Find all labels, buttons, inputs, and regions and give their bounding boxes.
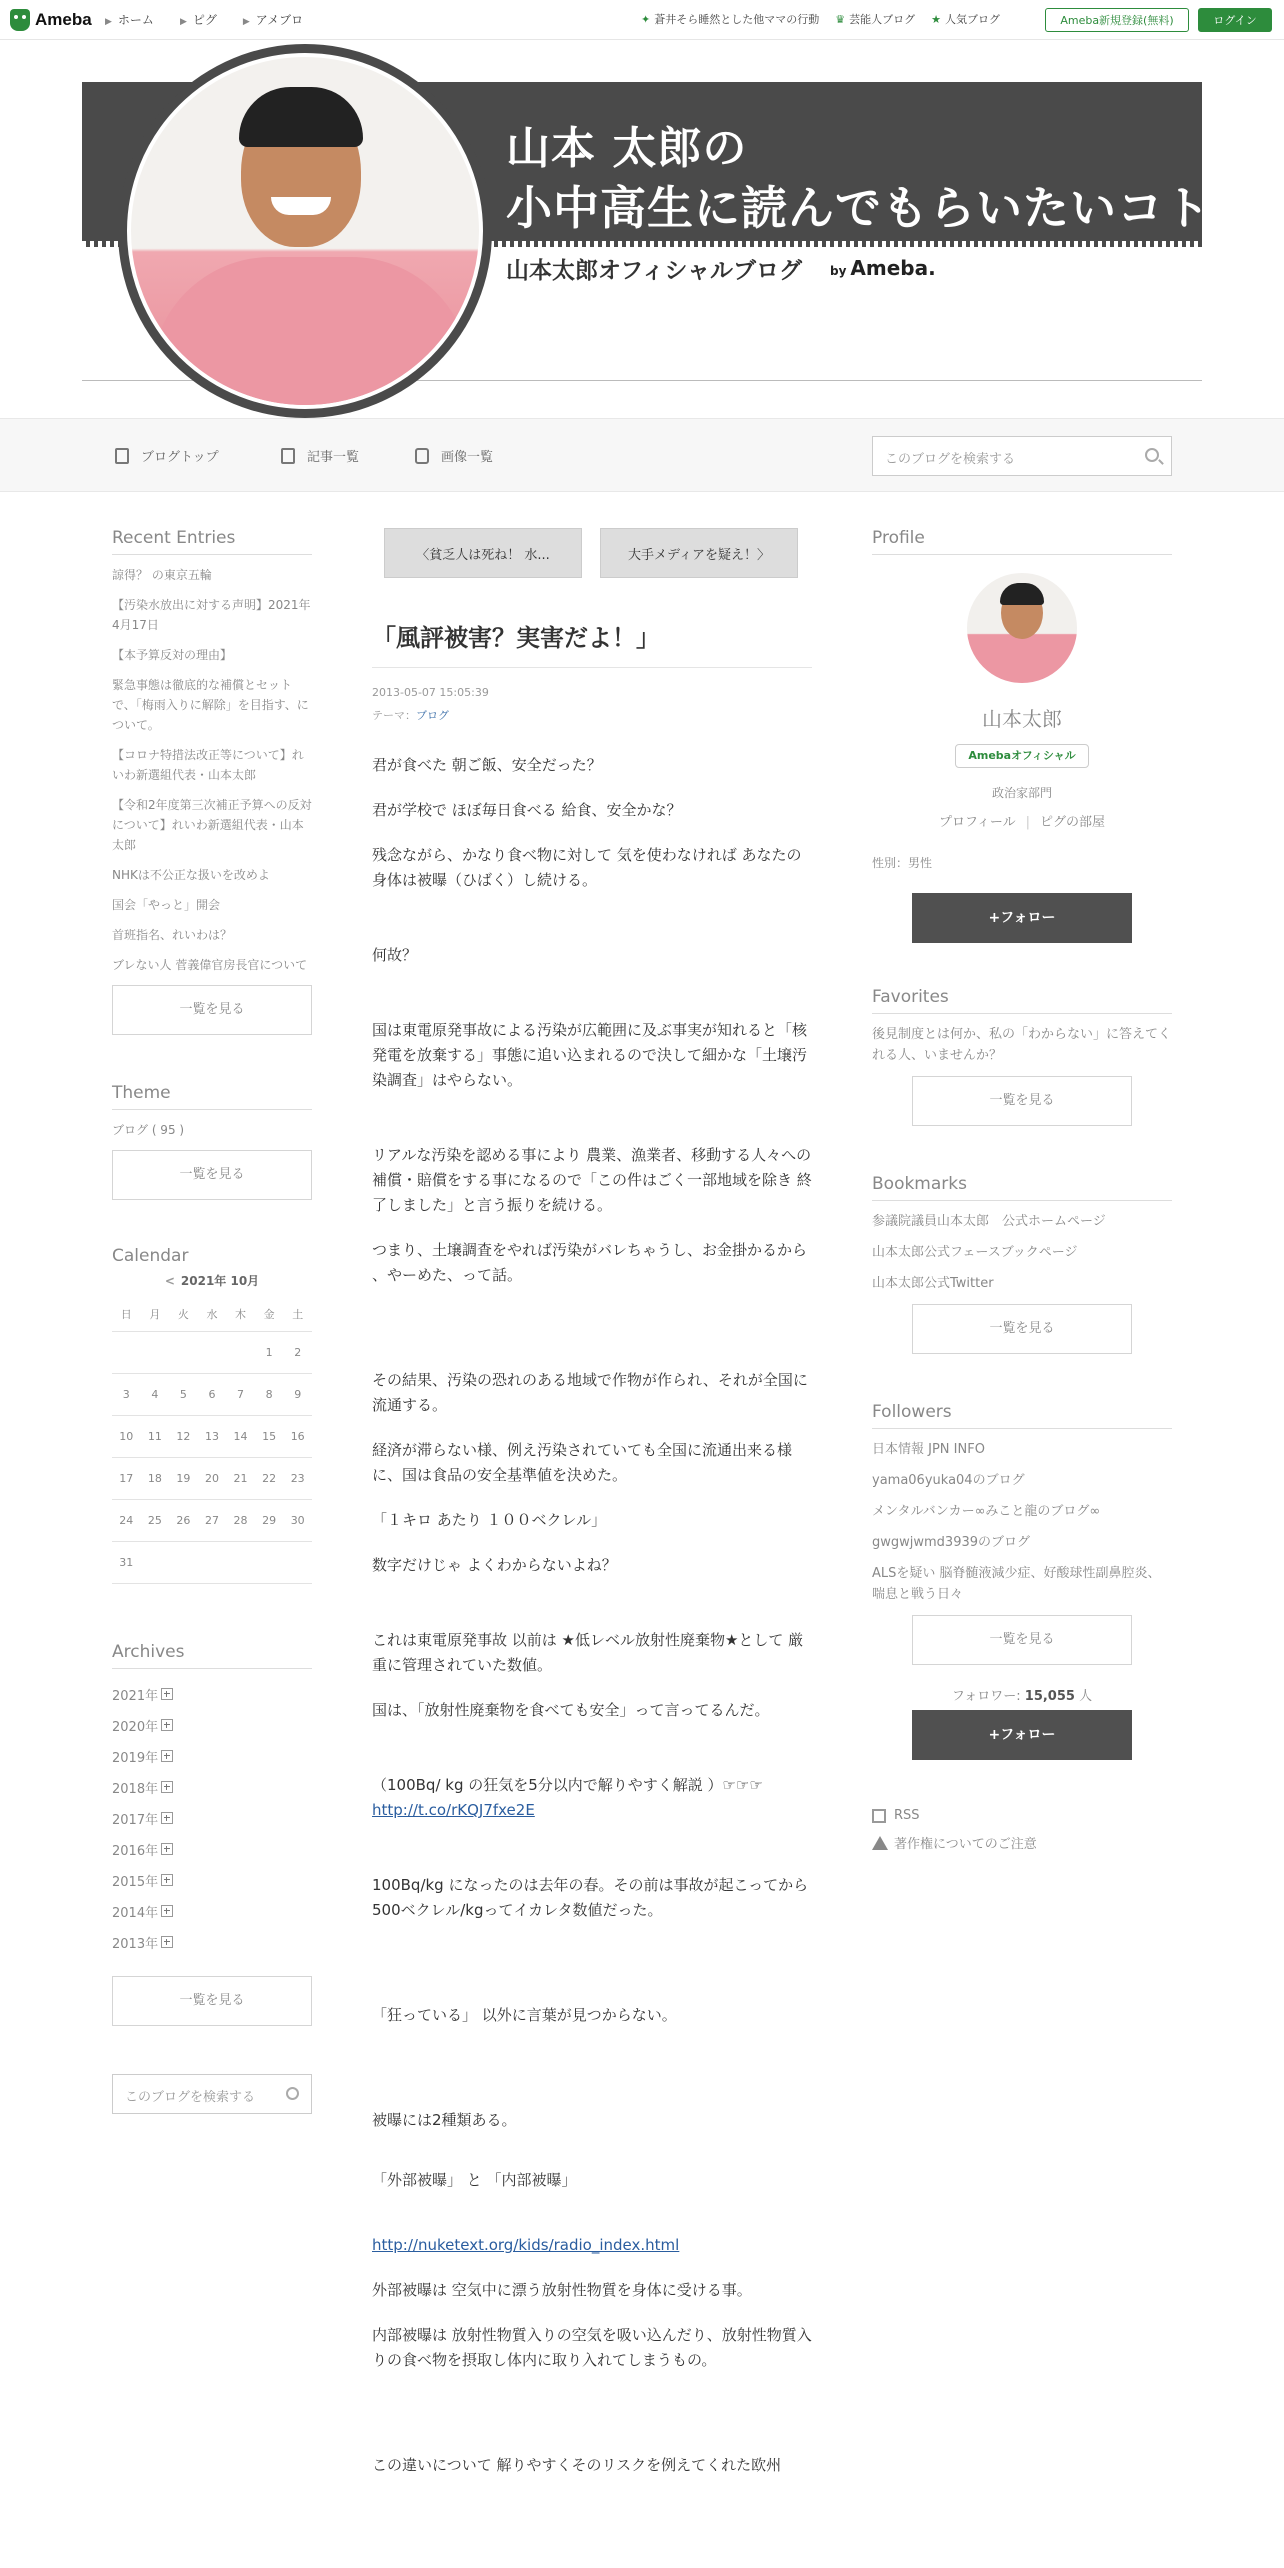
article-paragraph: 100Bq/kg になったのは去年の春。その前は事故が起こってから 500ベクレル/kgってイカレタ数値だった。 bbox=[372, 1876, 809, 1919]
recent-entry[interactable]: 【令和2年度第三次補正予算への反対について】れいわ新選組代表・山本太郎 bbox=[112, 798, 312, 852]
tab-image-list[interactable]: 画像一覧 bbox=[415, 446, 493, 465]
article-paragraph: 「外部被曝」 と 「内部被曝」 bbox=[372, 2171, 577, 2189]
calendar-day: 10 bbox=[112, 1415, 141, 1457]
archive-year-label: 2019年 bbox=[112, 1750, 159, 1766]
profile-name[interactable]: 山本太郎 bbox=[982, 707, 1062, 731]
article-pager bbox=[384, 528, 798, 578]
calendar-day: 1 bbox=[255, 1331, 284, 1373]
calendar-day bbox=[255, 1541, 284, 1583]
profile-links: プロフィール | ピグの部屋 bbox=[938, 815, 1106, 830]
calendar-week bbox=[112, 1415, 312, 1457]
pigg-room-link[interactable]: ピグの部屋 bbox=[1040, 815, 1106, 830]
calendar-week bbox=[112, 1457, 312, 1499]
top-nav bbox=[105, 11, 303, 28]
calendar-day: 12 bbox=[169, 1415, 198, 1457]
archive-year[interactable] bbox=[112, 1803, 312, 1834]
article-paragraph: 君が学校で ほぼ毎日食べる 給食、安全かな？ bbox=[372, 801, 682, 819]
article-paragraph: 外部被曝は 空気中に漂う放射性物質を身体に受ける事。 bbox=[372, 2281, 752, 2299]
follower-item[interactable]: yama06yuka04のブログ bbox=[872, 1473, 1025, 1488]
calendar-day bbox=[283, 1541, 312, 1583]
article-paragraph: 数字だけじゃ よくわからないよね？ bbox=[372, 1556, 617, 1574]
follower-item[interactable]: 日本情報 JPN INFO bbox=[872, 1442, 985, 1457]
profile-link[interactable]: プロフィール bbox=[938, 815, 1016, 830]
left-sidebar bbox=[112, 528, 312, 2114]
archive-year[interactable] bbox=[112, 1927, 312, 1958]
calendar-day: 6 bbox=[198, 1373, 227, 1415]
theme-title: Theme bbox=[112, 1083, 312, 1110]
bookmark-item[interactable]: 山本太郎公式フェースブックページ bbox=[872, 1245, 1078, 1260]
arrow-icon: ▶ bbox=[242, 17, 250, 27]
tab-entry-list[interactable]: 記事一覧 bbox=[281, 446, 359, 465]
recent-entry[interactable]: 首班指名、れいわは？ bbox=[112, 928, 233, 942]
archives-list bbox=[112, 1679, 312, 1958]
blog-subnav bbox=[0, 418, 1284, 492]
article-paragraph: 被曝には2種類ある。 bbox=[372, 2111, 517, 2129]
archives-title: Archives bbox=[112, 1642, 312, 1669]
recent-entry[interactable]: 緊急事態は徹底的な補償とセットで、「梅雨入りに解除」を目指す、について。 bbox=[112, 678, 309, 732]
recent-entry[interactable]: ブレない人 菅義偉官房長官について bbox=[112, 958, 308, 972]
calendar-day: 13 bbox=[198, 1415, 227, 1457]
header-avatar bbox=[118, 44, 492, 418]
article-paragraph: リアルな汚染を認める事により 農業、漁業者、移動する人々への 補償・賠償をする事になるので「この件はごく一部地域を除き 終了しました」と言う振りを続ける。 bbox=[372, 1146, 812, 1214]
calendar-day bbox=[169, 1541, 198, 1583]
recent-entry[interactable]: 【汚染水放出に対する声明】2021年4月17日 bbox=[112, 598, 311, 632]
archive-year-label: 2017年 bbox=[112, 1812, 159, 1828]
calendar-day: 21 bbox=[226, 1457, 255, 1499]
followers-list bbox=[872, 1439, 1172, 1605]
article-paragraph: 内部被曝は 放射性物質入りの空気を吸い込んだり、放射性物質入りの食べ物を摂取し体内に取り入れてしまうもの。 bbox=[372, 2326, 812, 2369]
calendar-day: 23 bbox=[283, 1457, 312, 1499]
by-ameba: by Ameba. bbox=[830, 256, 936, 280]
weekday-label: 火 bbox=[169, 1297, 198, 1331]
archive-year-label: 2013年 bbox=[112, 1936, 159, 1952]
article-paragraph: 君が食べた 朝ご飯、安全だった？ bbox=[372, 756, 602, 774]
calendar-day: 28 bbox=[226, 1499, 255, 1541]
calendar-day: 18 bbox=[141, 1457, 170, 1499]
rss-link[interactable]: RSS bbox=[872, 1808, 1172, 1823]
calendar-week bbox=[112, 1373, 312, 1415]
blog-search-input[interactable]: このブログを検索する bbox=[872, 436, 1172, 476]
calendar-day: 22 bbox=[255, 1457, 284, 1499]
arrow-icon: ▶ bbox=[179, 17, 187, 27]
bookmarks-title: Bookmarks bbox=[872, 1174, 1172, 1201]
ameba-logo[interactable]: Ameba bbox=[10, 8, 92, 32]
article-theme: テーマ：ブログ bbox=[372, 709, 449, 722]
calendar-month: < 2021年 10月 bbox=[164, 1274, 260, 1288]
banner-title-line2: 小中高生に読んでもらいたいコト bbox=[506, 181, 1211, 235]
recent-entry[interactable]: 諒得？ の東京五輪 bbox=[112, 568, 212, 582]
article-paragraph: 残念ながら、かなり食べ物に対して 気を使わなければ あなたの身体は被曝（ひばく）し続ける。 bbox=[372, 846, 802, 889]
chevron-left-icon: 〈 bbox=[416, 547, 430, 563]
favorite-item[interactable]: 後見制度とは何か、私の「わからない」に答えてくれる人、いませんか？ bbox=[872, 1027, 1172, 1063]
profile-avatar[interactable] bbox=[967, 573, 1077, 683]
calendar-day: 2 bbox=[283, 1331, 312, 1373]
article-paragraph: これは東電原発事故 以前は ★低レベル放射性廃棄物★として 厳重に管理されていた数値。 bbox=[372, 1631, 804, 1674]
celebrity-blog-link[interactable]: ♛ 芸能人ブログ bbox=[835, 13, 916, 26]
banner-title-line1: 山本 太郎の bbox=[506, 123, 748, 174]
archive-year-label: 2018年 bbox=[112, 1781, 159, 1797]
follow-button-2[interactable]: +フォロー bbox=[912, 1710, 1132, 1760]
expand-plus-icon[interactable] bbox=[161, 1874, 173, 1886]
follow-button[interactable]: +フォロー bbox=[912, 893, 1132, 943]
popular-blog-link[interactable]: ★ 人気ブログ bbox=[931, 13, 1000, 26]
profile-category: 政治家部門 bbox=[991, 786, 1052, 800]
weekday-label: 日 bbox=[112, 1297, 141, 1331]
recent-more-button[interactable]: 一覧を見る bbox=[112, 985, 312, 1035]
calendar-day: 16 bbox=[283, 1415, 312, 1457]
calendar-day: 27 bbox=[198, 1499, 227, 1541]
recent-entry[interactable]: 【本予算反対の理由】 bbox=[112, 648, 233, 662]
chevron-right-icon: 〉 bbox=[756, 547, 770, 563]
article-paragraph: 「狂っている」 以外に言葉が見つからない。 bbox=[372, 2006, 677, 2024]
follower-item[interactable]: gwgwjwmd3939のブログ bbox=[872, 1535, 1031, 1550]
document-icon bbox=[115, 448, 129, 464]
favorites-more-button[interactable]: 一覧を見る bbox=[912, 1076, 1132, 1126]
right-sidebar bbox=[872, 528, 1172, 1862]
arrow-icon: ▶ bbox=[105, 17, 112, 27]
rss-icon bbox=[872, 1809, 886, 1823]
sidebar-search-input[interactable]: このブログを検索する bbox=[112, 2074, 312, 2114]
tab-blog-top[interactable]: ブログトップ bbox=[115, 446, 219, 465]
expand-plus-icon[interactable] bbox=[161, 1750, 173, 1762]
search-icon[interactable] bbox=[286, 2087, 299, 2100]
calendar-day: 8 bbox=[255, 1373, 284, 1415]
calendar-day: 25 bbox=[141, 1499, 170, 1541]
expand-plus-icon[interactable] bbox=[161, 1936, 173, 1948]
camera-icon bbox=[415, 448, 429, 464]
expand-plus-icon[interactable] bbox=[161, 1719, 173, 1731]
follower-item[interactable]: メンタルバンカー∞みこと龍のブログ∞ bbox=[872, 1504, 1101, 1519]
calendar-day: 5 bbox=[169, 1373, 198, 1415]
article-paragraph: この違いについて 解りやすくそのリスクを例えてくれた欧州 bbox=[372, 2456, 782, 2474]
copyright-link[interactable]: 著作権についてのご注意 bbox=[872, 1833, 1172, 1852]
calendar-day: 20 bbox=[198, 1457, 227, 1499]
calendar-day bbox=[169, 1331, 198, 1373]
calendar-day: 7 bbox=[226, 1373, 255, 1415]
recent-entries-list bbox=[112, 565, 312, 975]
calendar-table bbox=[112, 1297, 312, 1584]
follower-item[interactable]: ALSを疑い 脳脊髄液減少症、好酸球性副鼻腔炎、喘息と戦う日々 bbox=[872, 1566, 1161, 1602]
official-badge: Amebaオフィシャル bbox=[955, 744, 1089, 768]
calendar-day: 17 bbox=[112, 1457, 141, 1499]
crown-icon: ♛ bbox=[835, 13, 846, 26]
calendar-day: 3 bbox=[112, 1373, 141, 1415]
nav-home[interactable]: ▶ ホーム bbox=[105, 13, 154, 27]
theme-item[interactable]: ブログ ( 95 ) bbox=[112, 1123, 185, 1137]
calendar-day: 4 bbox=[141, 1373, 170, 1415]
article-link bbox=[372, 1798, 812, 1823]
calendar-day bbox=[198, 1541, 227, 1583]
chevron-left-icon[interactable]: < bbox=[164, 1274, 175, 1288]
calendar-week bbox=[112, 1331, 312, 1373]
calendar-day: 14 bbox=[226, 1415, 255, 1457]
calendar-title: Calendar bbox=[112, 1246, 189, 1266]
calendar-day: 26 bbox=[169, 1499, 198, 1541]
weekday-label: 金 bbox=[255, 1297, 284, 1331]
archive-year-label: 2016年 bbox=[112, 1843, 159, 1859]
theme-link[interactable]: ブログ bbox=[416, 709, 449, 722]
recent-entry[interactable]: 【コロナ特措法改正等について】れいわ新選組代表・山本太郎 bbox=[112, 748, 304, 782]
login-button[interactable]: ログイン bbox=[1198, 8, 1272, 32]
article-paragraph: 経済が滞らない様、例え汚染されていても全国に流通出来る様に、国は食品の安全基準値を決めた。 bbox=[372, 1441, 793, 1484]
archives-more-button[interactable]: 一覧を見る bbox=[112, 1976, 312, 2026]
archive-year[interactable] bbox=[112, 1710, 312, 1741]
calendar-day: 15 bbox=[255, 1415, 284, 1457]
star-icon: ★ bbox=[931, 13, 941, 26]
search-icon[interactable] bbox=[1145, 448, 1159, 462]
expand-plus-icon[interactable] bbox=[161, 1843, 173, 1855]
calendar-day: 29 bbox=[255, 1499, 284, 1541]
article-paragraph: つまり、土壌調査をやれば汚染がバレちゃうし、お金掛かるから 、やーめた、って話。 bbox=[372, 1241, 808, 1284]
theme-more-button[interactable]: 一覧を見る bbox=[112, 1150, 312, 1200]
archive-year-label: 2015年 bbox=[112, 1874, 159, 1890]
bookmarks-more-button[interactable]: 一覧を見る bbox=[912, 1304, 1132, 1354]
article-paragraph: （100Bq/ kg の狂気を5分以内で解りやすく解説 ）☞☞☞ bbox=[372, 1776, 763, 1794]
expand-plus-icon[interactable] bbox=[161, 1812, 173, 1824]
calendar-day: 19 bbox=[169, 1457, 198, 1499]
top-links bbox=[641, 11, 1000, 27]
archive-year[interactable] bbox=[112, 1741, 312, 1772]
trending-link[interactable]: ✦ 蒼井そら睡然とした他ママの行動 bbox=[641, 13, 820, 26]
blog-name: 山本太郎オフィシャルブログ bbox=[506, 258, 803, 284]
expand-plus-icon[interactable] bbox=[161, 1781, 173, 1793]
recent-entry[interactable]: NHKは不公正な扱いを改めよ bbox=[112, 868, 270, 882]
nav-pigg[interactable]: ▶ ピグ bbox=[179, 13, 217, 27]
article-paragraph: 国は東電原発事故による汚染が広範囲に及ぶ事実が知れると「核発電を放棄する」事態に追い込まれるので決して細かな「土壌汚染調査」はやらない。 bbox=[372, 1021, 808, 1089]
recent-entries-title: Recent Entries bbox=[112, 528, 312, 555]
weekday-label: 木 bbox=[226, 1297, 255, 1331]
next-entry-button[interactable]: 大手メディアを疑え！ 〉 bbox=[600, 528, 798, 578]
calendar-day bbox=[112, 1331, 141, 1373]
archive-year[interactable] bbox=[112, 1679, 312, 1710]
archive-year-label: 2014年 bbox=[112, 1905, 159, 1921]
bookmarks-list bbox=[872, 1211, 1172, 1294]
archive-year[interactable] bbox=[112, 1865, 312, 1896]
calendar-day bbox=[141, 1541, 170, 1583]
calendar-day bbox=[226, 1541, 255, 1583]
top-bar bbox=[0, 0, 1284, 40]
calendar-week bbox=[112, 1541, 312, 1583]
article-paragraph: その結果、汚染の恐れのある地域で作物が作られ、それが全国に流通する。 bbox=[372, 1371, 808, 1414]
article-link bbox=[372, 2233, 812, 2258]
profile-title: Profile bbox=[872, 528, 1172, 555]
follower-count: フォロワー: 15,055 人 bbox=[951, 1689, 1093, 1704]
calendar-day bbox=[198, 1331, 227, 1373]
bookmark-item[interactable]: 山本太郎公式Twitter bbox=[872, 1276, 994, 1291]
article-title: 「風評被害？実害だよ！」 bbox=[372, 618, 812, 668]
weekday-label: 土 bbox=[283, 1297, 312, 1331]
register-button[interactable]: Ameba新規登録(無料) bbox=[1045, 8, 1189, 32]
bookmark-item[interactable]: 参議院議員山本太郎 公式ホームページ bbox=[872, 1214, 1106, 1229]
article-column bbox=[372, 528, 812, 2478]
recent-entry[interactable]: 国会「やっと」開会 bbox=[112, 898, 221, 912]
prev-entry-button[interactable]: 〈 貧乏人は死ね！ 水... bbox=[384, 528, 582, 578]
nav-ameblo[interactable]: ▶ アメブロ bbox=[242, 13, 304, 27]
favorites-title: Favorites bbox=[872, 987, 1172, 1014]
weekday-label: 水 bbox=[198, 1297, 227, 1331]
warning-icon bbox=[872, 1836, 888, 1850]
calendar-day: 31 bbox=[112, 1541, 141, 1583]
archive-year[interactable] bbox=[112, 1834, 312, 1865]
expand-plus-icon[interactable] bbox=[161, 1905, 173, 1917]
external-link[interactable]: http://t.co/rKQJ7fxe2E bbox=[372, 1801, 535, 1819]
article-paragraph: 「１キロ あたり １００ベクレル」 bbox=[372, 1511, 607, 1529]
calendar-day: 9 bbox=[283, 1373, 312, 1415]
profile-sex: 性別：男性 bbox=[872, 856, 933, 870]
copy-icon bbox=[281, 448, 295, 464]
calendar-day: 11 bbox=[141, 1415, 170, 1457]
followers-title: Followers bbox=[872, 1402, 1172, 1429]
calendar-day bbox=[226, 1331, 255, 1373]
archive-year[interactable] bbox=[112, 1772, 312, 1803]
article-date: 2013-05-07 15:05:39 bbox=[372, 686, 489, 699]
calendar-day: 30 bbox=[283, 1499, 312, 1541]
article-body bbox=[372, 753, 812, 2478]
calendar-day bbox=[141, 1331, 170, 1373]
calendar-day: 24 bbox=[112, 1499, 141, 1541]
ameba-logo-icon bbox=[10, 9, 30, 31]
calendar-week bbox=[112, 1499, 312, 1541]
article-paragraph: 何故？ bbox=[372, 946, 418, 964]
archive-year-label: 2020年 bbox=[112, 1719, 159, 1735]
external-link[interactable]: http://nuketext.org/kids/radio_index.html bbox=[372, 2236, 680, 2254]
article-paragraph: 国は、「放射性廃棄物を食べても安全」って言ってるんだ。 bbox=[372, 1701, 770, 1719]
archive-year[interactable] bbox=[112, 1896, 312, 1927]
expand-plus-icon[interactable] bbox=[161, 1688, 173, 1700]
followers-more-button[interactable]: 一覧を見る bbox=[912, 1615, 1132, 1665]
weekday-label: 月 bbox=[141, 1297, 170, 1331]
sparkle-icon: ✦ bbox=[641, 13, 651, 26]
archive-year-label: 2021年 bbox=[112, 1688, 159, 1704]
